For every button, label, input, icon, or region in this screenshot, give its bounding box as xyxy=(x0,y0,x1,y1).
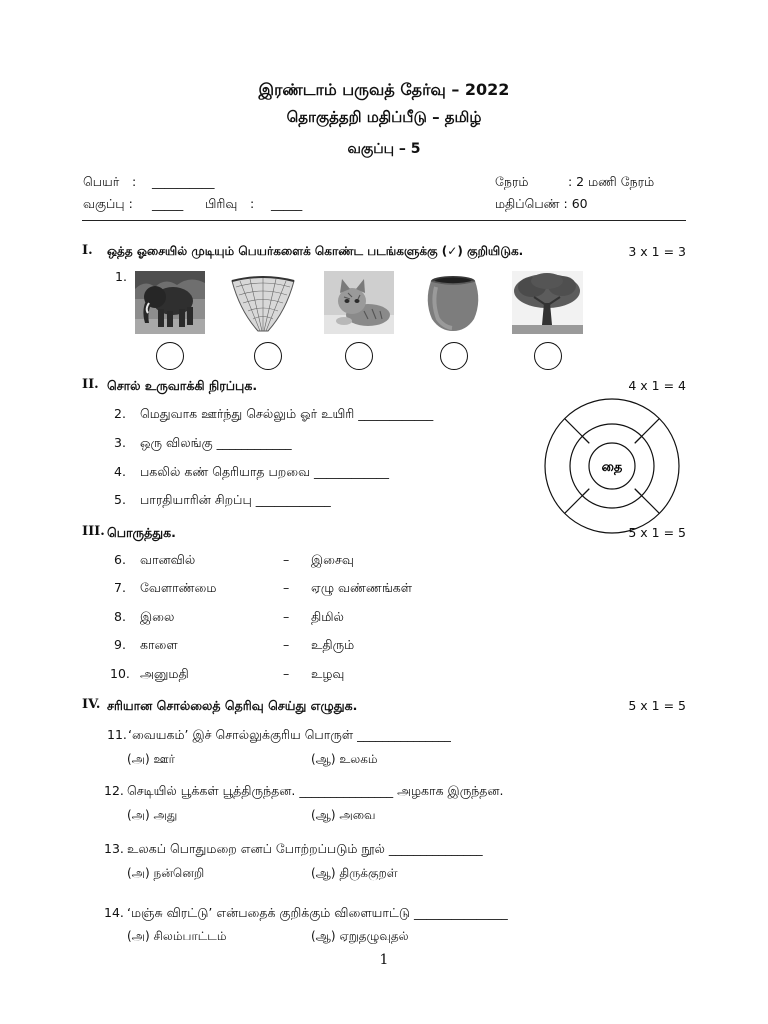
cat-image xyxy=(324,271,394,334)
word-wheel xyxy=(542,396,682,536)
answer-circle[interactable] xyxy=(254,342,282,370)
section1-numeral: I. xyxy=(82,243,93,258)
match-right: திமில் xyxy=(311,609,344,624)
answer-circle[interactable] xyxy=(156,342,184,370)
question-text: பகலில் கண் தெரியாத பறவை ____________ xyxy=(140,464,390,479)
question-text: ‘வையகம்’ இச் சொல்லுக்குரிய பொருள் _______________ xyxy=(128,727,451,742)
tree-image xyxy=(512,271,583,334)
section-colon: : xyxy=(250,196,255,211)
name-label: பெயர் xyxy=(83,174,120,189)
section3-numeral: III. xyxy=(82,524,105,539)
section4-instruction: சரியான சொல்லைத் தெரிவு செய்து எழுதுக. xyxy=(107,698,358,713)
page-number: 1 xyxy=(379,952,389,968)
section-label: பிரிவு xyxy=(205,196,238,211)
class-label: வகுப்பு : xyxy=(83,196,133,211)
fishing-net-image xyxy=(228,271,298,334)
section2-marks: 4 x 1 = 4 xyxy=(628,378,686,393)
section1-instruction: ஒத்த ஓசையில் முடியும் பெயர்களைக் கொண்ட படங்களுக்கு (✓) குறியிடுக. xyxy=(107,244,524,258)
section4-marks: 5 x 1 = 5 xyxy=(628,698,686,713)
elephant-image xyxy=(135,271,205,334)
question-text: உலகப் பொதுமறை எனப் போற்றப்படும் நூல் _______________ xyxy=(127,841,483,856)
total-marks: மதிப்பெண் : 60 xyxy=(495,196,588,211)
answer-circle[interactable] xyxy=(440,342,468,370)
question-number: 5. xyxy=(114,492,126,507)
match-dash: – xyxy=(283,552,290,567)
option-a[interactable]: (அ) ஊர் xyxy=(127,752,175,766)
section2-instruction: சொல் உருவாக்கி நிரப்புக. xyxy=(107,378,258,393)
section3-instruction: பொருத்துக. xyxy=(107,525,176,540)
match-left: இலை xyxy=(140,609,175,624)
section2-numeral: II. xyxy=(82,377,99,392)
question-text: செடியில் பூக்கள் பூத்திருந்தன. _______________ அழகாக இருந்தன. xyxy=(127,783,504,798)
match-right: இசைவு xyxy=(311,552,354,567)
question-number: 12. xyxy=(104,783,124,798)
match-left: அனுமதி xyxy=(140,666,189,681)
question-number: 14. xyxy=(104,905,124,920)
match-right: உதிரும் xyxy=(311,637,355,652)
exam-subtitle: தொகுத்தறி மதிப்பீடு – தமிழ் xyxy=(286,108,482,126)
question-text: ஒரு விலங்கு ____________ xyxy=(140,435,292,450)
question-number: 2. xyxy=(114,406,126,421)
option-b[interactable]: (ஆ) ஏறுதழுவுதல் xyxy=(311,929,409,943)
question-number: 11. xyxy=(107,727,127,742)
match-left: வேளாண்மை xyxy=(140,580,217,595)
match-dash: – xyxy=(283,637,290,652)
answer-circle[interactable] xyxy=(345,342,373,370)
match-dash: – xyxy=(283,580,290,595)
section3-marks: 5 x 1 = 5 xyxy=(628,525,686,540)
question-text: ‘மஞ்சு விரட்டு’ என்பதைக் குறிக்கும் விளையாட்டு _______________ xyxy=(127,905,508,920)
header-divider xyxy=(82,220,686,221)
question-number: 3. xyxy=(114,435,126,450)
option-a[interactable]: (அ) நன்னெறி xyxy=(127,866,205,880)
time-value: : 2 மணி நேரம் xyxy=(568,174,655,189)
option-a[interactable]: (அ) அது xyxy=(127,808,178,822)
class-field[interactable]: _____ xyxy=(152,196,184,211)
section1-marks: 3 x 1 = 3 xyxy=(628,244,686,259)
match-number: 8. xyxy=(114,609,126,624)
question-text: பாரதியாரின் சிறப்பு ____________ xyxy=(140,492,331,507)
match-right: உழவு xyxy=(311,666,345,681)
grade-label: வகுப்பு – 5 xyxy=(347,141,421,157)
question-number: 1. xyxy=(115,269,127,284)
match-left: காளை xyxy=(140,637,178,652)
question-number: 4. xyxy=(114,464,126,479)
answer-circle[interactable] xyxy=(534,342,562,370)
match-number: 9. xyxy=(114,637,126,652)
match-dash: – xyxy=(283,666,290,681)
match-number: 6. xyxy=(114,552,126,567)
question-number: 13. xyxy=(104,841,124,856)
exam-title: இரண்டாம் பருவத் தேர்வு – 2022 xyxy=(258,80,510,99)
name-field[interactable]: __________ xyxy=(152,174,215,189)
option-b[interactable]: (ஆ) உலகம் xyxy=(311,752,378,766)
match-dash: – xyxy=(283,609,290,624)
wheel-center-letter: தை xyxy=(601,460,623,475)
option-a[interactable]: (அ) சிலம்பாட்டம் xyxy=(127,929,227,943)
section-field[interactable]: _____ xyxy=(271,196,303,211)
option-b[interactable]: (ஆ) அவை xyxy=(311,808,376,822)
match-number: 10. xyxy=(110,666,130,681)
name-colon: : xyxy=(132,174,137,189)
option-b[interactable]: (ஆ) திருக்குறள் xyxy=(311,866,398,880)
match-left: வானவில் xyxy=(140,552,196,567)
match-right: ஏழு வண்ணங்கள் xyxy=(311,580,413,595)
time-label: நேரம் xyxy=(495,174,529,189)
match-number: 7. xyxy=(114,580,126,595)
question-text: மெதுவாக ஊர்ந்து செல்லும் ஓர் உயிரி ____________ xyxy=(140,406,434,421)
clay-pot-image xyxy=(418,271,489,334)
section4-numeral: IV. xyxy=(82,697,101,712)
